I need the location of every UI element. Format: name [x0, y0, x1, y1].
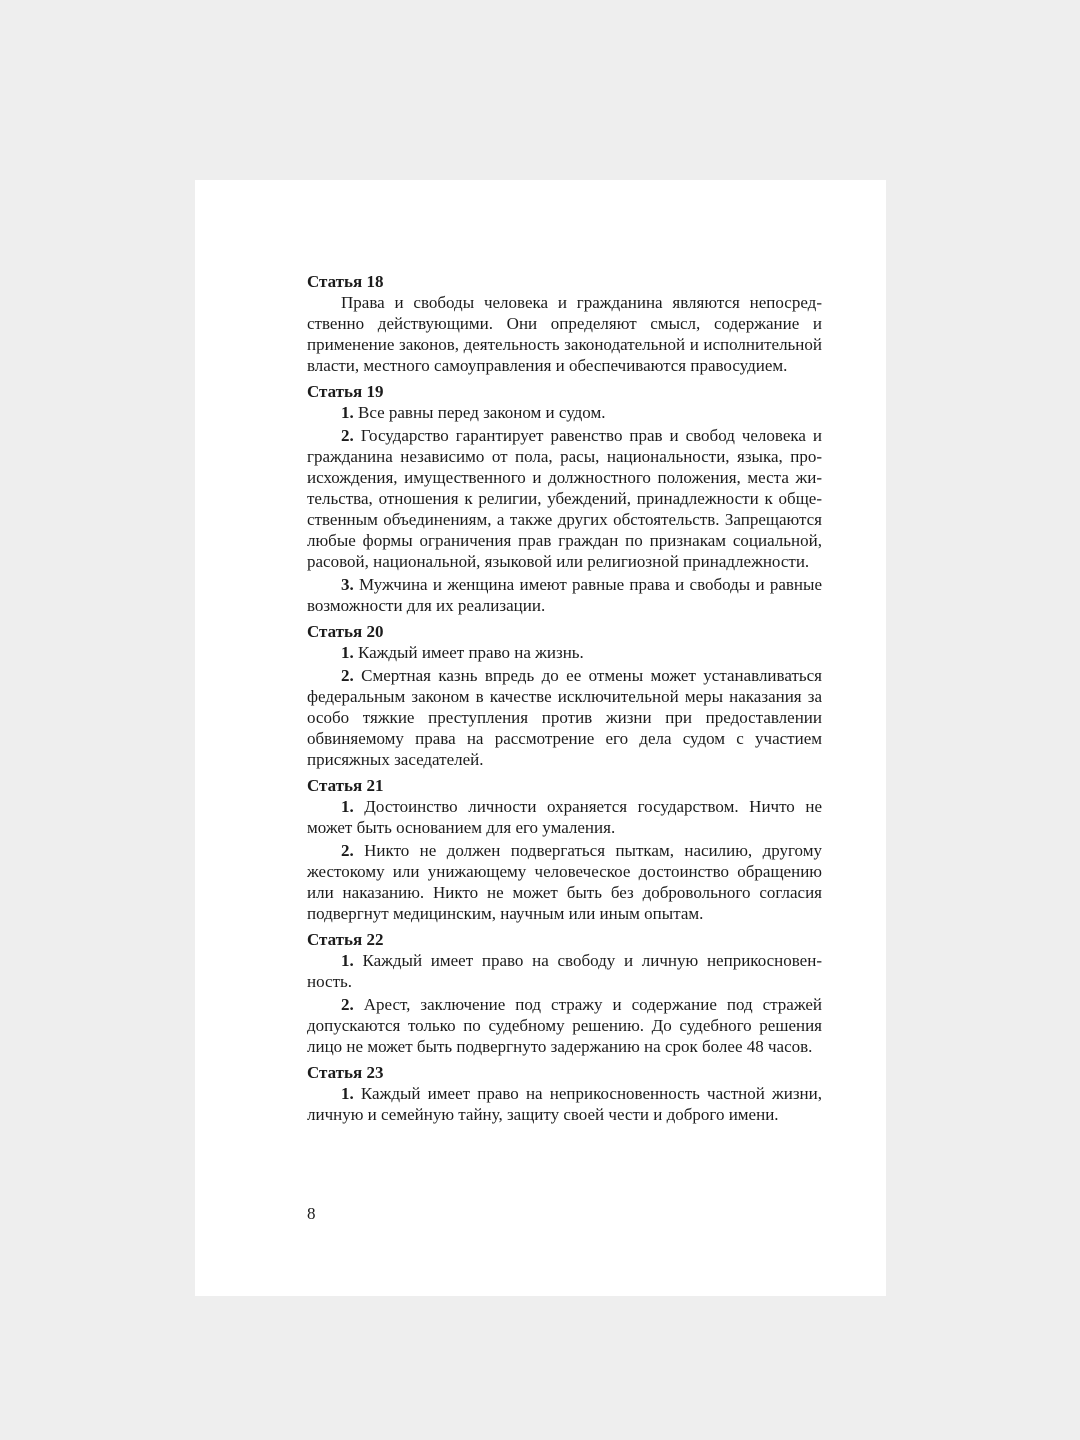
paragraph-text: Каждый имеет право на свободу и личную неприкосновенность. — [307, 951, 822, 991]
paragraph-number: 2. — [341, 995, 354, 1014]
article-23 — [307, 1062, 822, 1125]
book-page — [195, 180, 886, 1296]
article-title: Статья 23 — [307, 1063, 384, 1082]
page-text — [307, 271, 822, 1125]
paragraph-text: Достоинство личности охраняется государством. Ничто не может быть основанием для его умаления. — [307, 797, 822, 837]
paragraph — [307, 796, 822, 838]
paragraph — [307, 665, 822, 770]
paragraph-number: 3. — [341, 575, 354, 594]
paragraph-number: 1. — [341, 643, 354, 662]
article-title: Статья 19 — [307, 382, 384, 401]
paragraph-number: 2. — [341, 666, 354, 685]
paragraph — [307, 950, 822, 992]
article-title: Статья 22 — [307, 930, 384, 949]
article-20 — [307, 621, 822, 770]
paragraph-text: Никто не должен подвергаться пыткам, насилию, другому жестокому или унижающему человеческое достоинство обращению или наказанию. Никто не может быть без добровольного согласия подвергнут медицинским, научным или иным опытам. — [307, 841, 822, 923]
article-18 — [307, 271, 822, 376]
paragraph-number: 1. — [341, 403, 354, 422]
paragraph — [307, 840, 822, 924]
paragraph — [307, 574, 822, 616]
paragraph-text: Арест, заключение под стражу и содержание под стражей допускаются только по судебному решению. До судебного решения лицо не может быть подвергнуто задержанию на срок более 48 часов. — [307, 995, 822, 1056]
page-number: 8 — [307, 1204, 316, 1223]
paragraph-number: 2. — [341, 841, 354, 860]
paragraph-text: Мужчина и женщина имеют равные права и свободы и равные возможности для их реализации. — [307, 575, 822, 615]
paragraph — [307, 402, 822, 423]
article-19 — [307, 381, 822, 616]
article-title: Статья 20 — [307, 622, 384, 641]
paragraph-text: Смертная казнь впредь до ее отмены может устанавливаться федеральным законом в качестве исключительной меры наказания за особо тяжкие преступления против жизни при предоставлении обвиняемому права на рассмотрение его дела судом с участием присяжных заседателей. — [307, 666, 822, 769]
paragraph-number: 1. — [341, 1084, 354, 1103]
paragraph — [307, 994, 822, 1057]
article-22 — [307, 929, 822, 1057]
paragraph — [307, 425, 822, 572]
paragraph-text: Все равны перед законом и судом. — [353, 403, 606, 422]
paragraph-number: 1. — [341, 797, 354, 816]
paragraph-text: Права и свободы человека и гражданина являются непосредственно действующими. Они определяют смысл, содержание и применение законов, деятельность законодательной и исполнительной власти, местного самоуправления и обеспечиваются правосудием. — [307, 293, 822, 375]
article-21 — [307, 775, 822, 924]
paragraph-text: Государство гарантирует равенство прав и свобод человека и гражданина независимо от пола, расы, национальности, языка, происхождения, имущественного и должностного положения, места жительства, отношения к религии, убеждений, принадлежности к общественным объединениям, а также других обстоятельств. Запрещаются любые формы ограничения прав граждан по признакам социальной, расовой, национальной, языковой или религиозной принадлежности. — [307, 426, 822, 571]
paragraph — [307, 642, 822, 663]
paragraph-text: Каждый имеет право на жизнь. — [353, 643, 584, 662]
article-title: Статья 21 — [307, 776, 384, 795]
paragraph-number: 1. — [341, 951, 354, 970]
article-title: Статья 18 — [307, 272, 384, 291]
paragraph-number: 2. — [341, 426, 354, 445]
paragraph — [307, 1083, 822, 1125]
paragraph — [307, 292, 822, 376]
paragraph-text: Каждый имеет право на неприкосновенность частной жизни, личную и семейную тайну, защиту своей чести и доброго имени. — [307, 1084, 822, 1124]
